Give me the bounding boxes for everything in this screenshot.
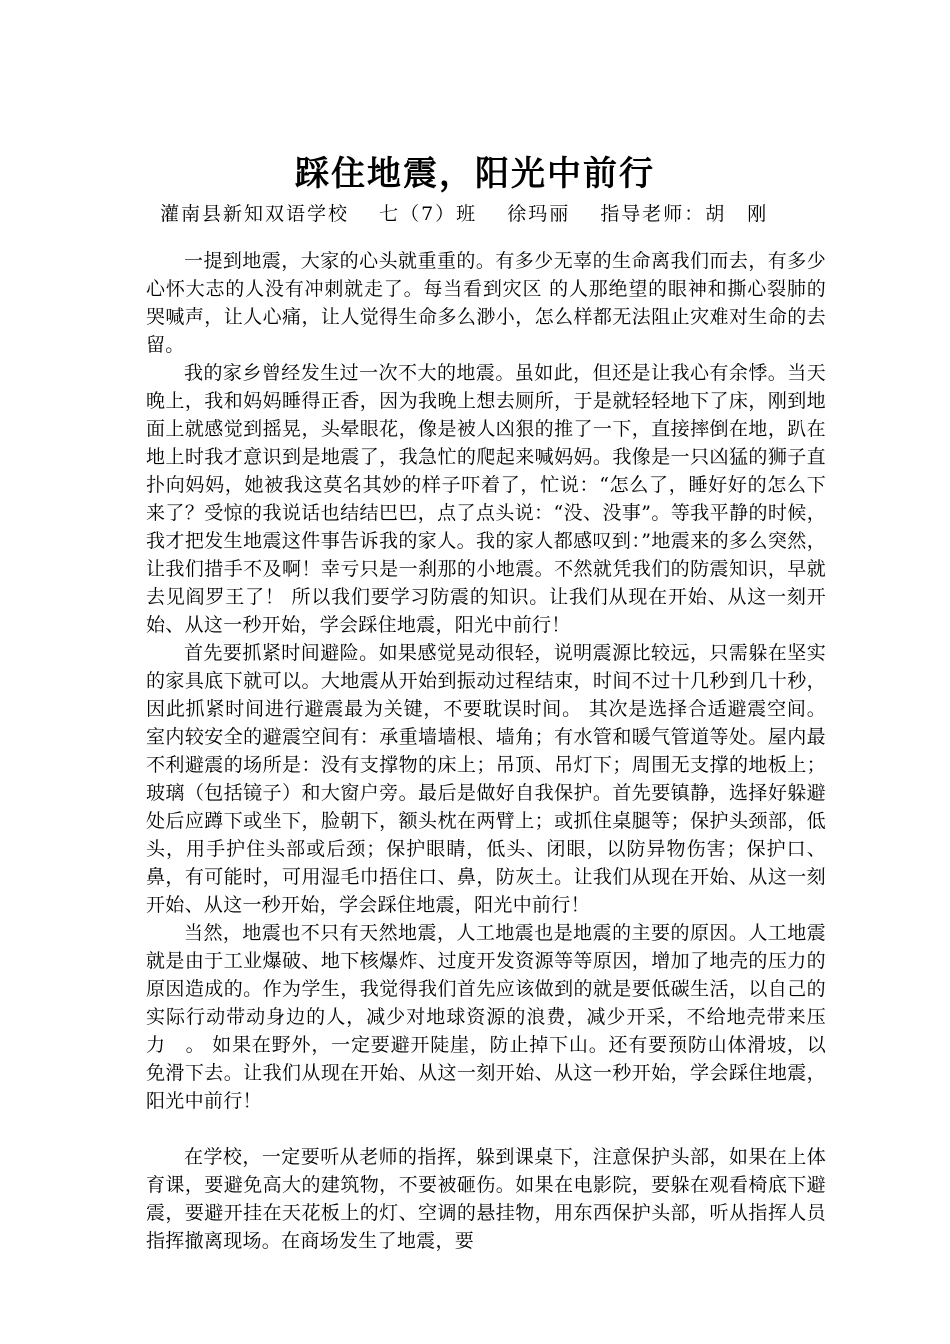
paragraph-1: 一提到地震，大家的心头就重重的。有多少无辜的生命离我们而去，有多少心怀大志的人没有冲刺就走了。每当看到灾区 的人那绝望的眼神和撕心裂肺的哭喊声，让人心痛，让人觉得生命多么渺小，怎么样都无法阻止灾难对生命的去留。: [146, 250, 826, 356]
paragraph-2: 我的家乡曾经发生过一次不大的地震。虽如此，但还是让我心有余悸。当天晚上，我和妈妈睡得正香，因为我晚上想去厕所，于是就轻轻地下了床，刚到地面上就感觉到摇晃，头晕眼花，像是被人凶狠的推了一下，直接摔倒在地，趴在地上时我才意识到是地震了，我急忙的爬起来喊妈妈。我像是一只凶猛的狮子直扑向妈妈，她被我这莫名其妙的样子吓着了，忙说：“怎么了，睡好好的怎么下来了？受惊的我说话也结结巴巴，点了点头说：“没、没事”。等我平静的时候，我才把发生地震这件事告诉我的家人。我的家人都感叹到：”地震来的多么突然，让我们措手不及啊！幸亏只是一刹那的小地震。不然就凭我们的防震知识，早就去见阎罗王了！ 所以我们要学习防震的知识。让我们从现在开始、从这一刻开始、从这一秒开始，学会踩住地震，阳光中前行！: [146, 362, 826, 636]
school-name: 灌南县新知双语学校: [160, 203, 350, 225]
article-body: [146, 247, 826, 1255]
teacher-name: 指导老师：胡 刚: [600, 203, 769, 225]
author-name: 徐玛丽: [507, 203, 571, 225]
class-name: 七（7）班: [379, 203, 478, 225]
paragraph-5: 在学校，一定要听从老师的指挥，躲到课桌下，注意保护头部，如果在上体育课，要避免高大的建筑物，不要被砸伤。如果在电影院，要躲在观看椅底下避震，要避开挂在天花板上的灯、空调的悬挂物，用东西保护头部，听从指挥人员指挥撤离现场。在商场发生了地震，要: [146, 1146, 826, 1252]
paragraph-3: 首先要抓紧时间避险。如果感觉晃动很轻，说明震源比较远，只需躲在坚实的家具底下就可以。大地震从开始到振动过程结束，时间不过十几秒到几十秒，因此抓紧时间进行避震最为关键，不要耽误时间。 其次是选择合适避震空间。室内较安全的避震空间有：承重墙墙根、墙角；有水管和暖气管道等处。屋内最不利避震的场所是：没有支撑物的床上；吊顶、吊灯下；周围无支撑的地板上；玻璃（包括镜子）和大窗户旁。最后是做好自我保护。首先要镇静，选择好躲避处后应蹲下或坐下，脸朝下，额头枕在两臂上；或抓住桌腿等；保护头颈部，低头，用手护住头部或后颈；保护眼睛，低头、闭眼，以防异物伤害；保护口、鼻，有可能时，可用湿毛巾捂住口、鼻，防灰土。让我们从现在开始、从这一刻开始、从这一秒开始，学会踩住地震，阳光中前行！: [146, 642, 826, 916]
paragraph-4: 当然，地震也不只有天然地震，人工地震也是地震的主要的原因。人工地震就是由于工业爆破、地下核爆炸、过度开发资源等等原因，增加了地壳的压力的原因造成的。作为学生，我觉得我们首先应该做到的就是要低碳生活，以自己的实际行动带动身边的人，减少对地球资源的浪费，减少开采，不给地壳带来压力 。 如果在野外，一定要避开陡崖，防止掉下山。还有要预防山体滑坡，以免滑下去。让我们从现在开始、从这一刻开始、从这一秒开始，学会踩住地震，阳光中前行！: [146, 922, 826, 1112]
byline: [160, 200, 800, 228]
page-title: 踩住地震，阳光中前行: [295, 154, 655, 194]
